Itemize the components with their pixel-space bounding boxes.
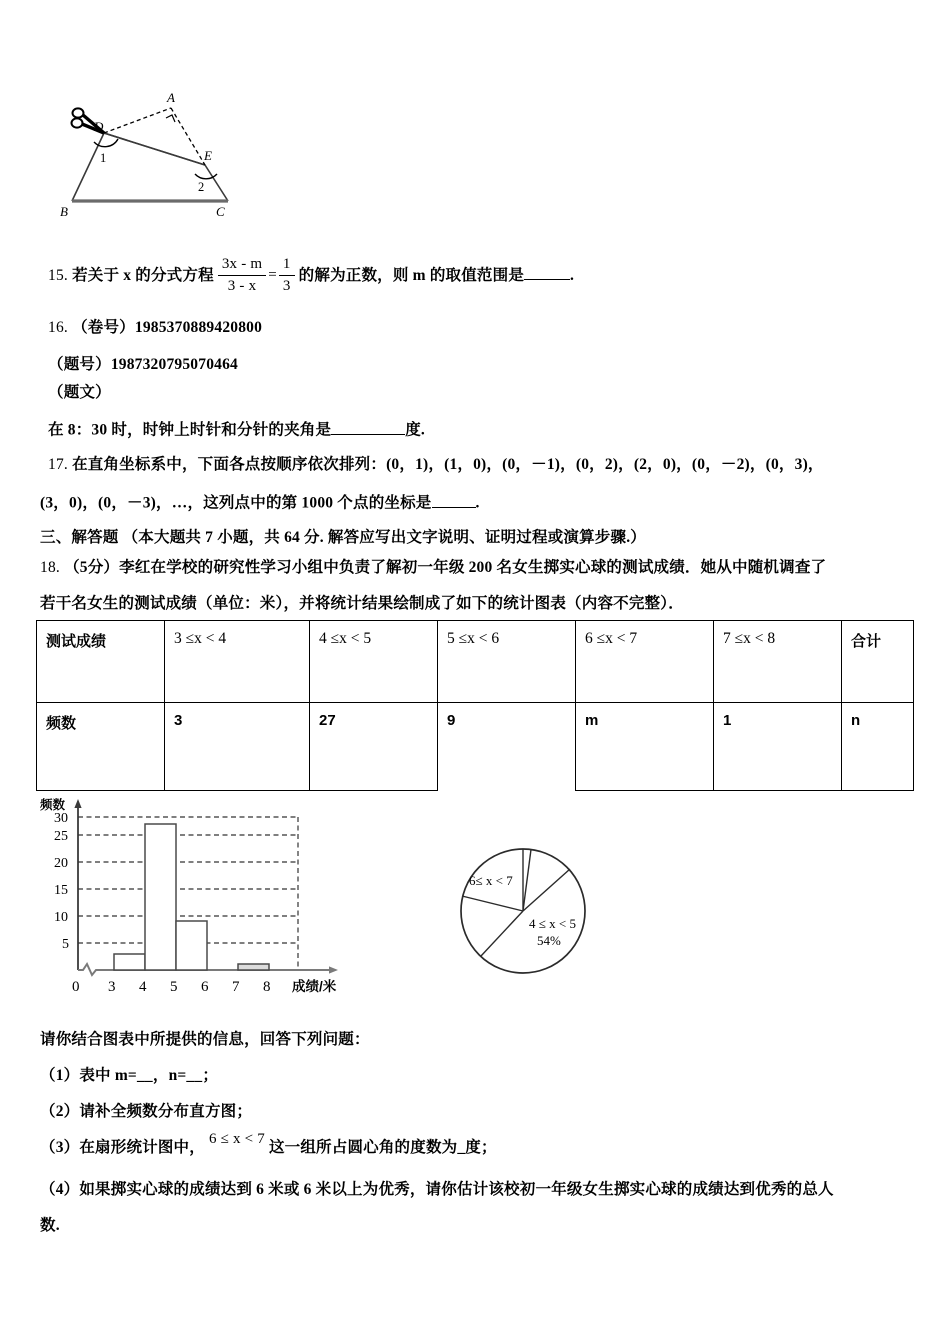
table-header-total: 合计 <box>842 621 914 703</box>
frequency-cell-5: 1 <box>714 703 842 791</box>
question-17-period: . <box>475 494 480 512</box>
question-17-line-1: 17. 在直角坐标系中，下面各点按顺序依次排列：(0，1)，(1，0)，(0，－1)，(0，2)，(2，0)，(0，－2)，(0，3)， <box>48 456 824 473</box>
histogram-svg <box>30 795 370 1000</box>
pie-label-4-5-percent: 54% <box>537 933 561 948</box>
answer-blank-15[interactable] <box>524 264 570 280</box>
x-tick-5: 5 <box>170 979 178 995</box>
question-18-line-2: 若干名女生的测试成绩（单位：米），并将统计结果绘制成了如下的统计图表（内容不完整）． <box>40 595 684 612</box>
table-row-header <box>37 621 914 703</box>
equals-sign: = <box>268 266 277 283</box>
section-3-title: 三、解答题 <box>40 529 119 546</box>
question-16-body <box>48 419 425 440</box>
frequency-histogram <box>30 795 370 1005</box>
answer-blank-16[interactable] <box>331 419 405 435</box>
fraction-right <box>279 255 295 296</box>
question-18-sub-3-formula: 6 ≤ x < 7 <box>208 1131 265 1147</box>
label-E: E <box>204 148 212 163</box>
question-17-number: 17 <box>48 456 64 473</box>
triangle-figure <box>58 88 248 220</box>
question-15-text-before: 若关于 x 的分式方程 <box>72 266 214 284</box>
frequency-cell-total: n <box>842 703 914 791</box>
label-D: D <box>94 119 104 134</box>
x-tick-8: 8 <box>263 979 271 995</box>
y-tick-10: 10 <box>54 910 68 925</box>
x-tick-3: 3 <box>108 979 116 995</box>
pie-label-4-5: 4 ≤ x < 5 <box>529 916 576 931</box>
question-18-sub-3-prefix: （3）在扇形统计图中， <box>40 1139 205 1156</box>
question-18-sub-2: （2）请补全频数分布直方图； <box>40 1103 253 1120</box>
table-header-label: 测试成绩 <box>37 621 165 703</box>
table-header-interval-5: 7 ≤x < 8 <box>714 621 842 703</box>
x-tick-0: 0 <box>72 979 80 995</box>
label-angle-2: 2 <box>198 180 205 194</box>
question-18-sub-4-line-2: 数. <box>40 1217 60 1234</box>
triangle-svg <box>58 88 248 220</box>
label-A: A <box>167 90 175 105</box>
frequency-table <box>36 620 914 791</box>
charts-area <box>30 795 650 1010</box>
question-18-sub-3-suffix: 这一组所占圆心角的度数为_度； <box>268 1139 497 1156</box>
frequency-cell-1: 3 <box>165 703 310 791</box>
fraction-right-denominator: 3 <box>282 277 291 294</box>
question-18-sub-4-line-1: （4）如果掷实心球的成绩达到 6 米或 6 米以上为优秀，请你估计该校初一年级女生掷实心球的成绩达到优秀的总人 <box>40 1181 834 1198</box>
question-17-text-line-1: 在直角坐标系中，下面各点按顺序依次排列：(0，1)，(1，0)，(0，－1)，(0，2)，(2，0)，(0，－2)，(0，3)， <box>72 456 824 473</box>
y-tick-30: 30 <box>54 811 68 826</box>
table-header-interval-4: 6 ≤x < 7 <box>576 621 714 703</box>
answer-blank-17[interactable] <box>432 492 476 508</box>
fraction-left-numerator: 3x - m <box>218 255 266 276</box>
question-18-sub-3 <box>40 1131 497 1158</box>
pie-label-6-7: 6≤ x < 7 <box>469 873 513 888</box>
y-tick-15: 15 <box>54 883 68 898</box>
question-16-unit: 度. <box>405 421 425 439</box>
frequency-cell-2: 27 <box>310 703 438 791</box>
question-16-paper-no: 16. （卷号）1985370889420800 <box>48 319 263 336</box>
table-row-frequency <box>37 703 914 791</box>
fraction-right-numerator: 1 <box>279 255 295 276</box>
item-no-label: （题号） <box>48 356 111 373</box>
question-16-number: 16 <box>48 319 64 336</box>
x-tick-7: 7 <box>232 979 240 995</box>
table-header-interval-3: 5 ≤x < 6 <box>438 621 576 703</box>
question-18-line-1: 18. （5分）李红在学校的研究性学习小组中负责了解初一年级 200 名女生掷实心球的测试成绩．她从中随机调查了 <box>40 559 827 576</box>
question-15-equation <box>218 255 295 296</box>
question-18-score: （5分） <box>64 559 120 576</box>
label-B: B <box>60 204 68 219</box>
question-15-period: . <box>570 266 575 284</box>
label-C: C <box>216 204 225 219</box>
x-tick-6: 6 <box>201 979 209 995</box>
question-18-prompt: 请你结合图表中所提供的信息，回答下列问题： <box>40 1031 370 1048</box>
frequency-cell-3: 9 <box>438 703 576 791</box>
table-header-interval-2: 4 ≤x < 5 <box>310 621 438 703</box>
question-18-sub-1: （1）表中 m=__，n=__； <box>40 1067 219 1084</box>
question-15-text-after: 的解为正数，则 m 的取值范围是 <box>298 266 525 284</box>
question-18-text-line-1: 李红在学校的研究性学习小组中负责了解初一年级 200 名女生掷实心球的测试成绩．她从中随机调查了 <box>119 559 827 576</box>
y-tick-5: 5 <box>62 937 69 952</box>
x-tick-4: 4 <box>139 979 147 995</box>
table-row-label-frequency: 频数 <box>37 703 165 791</box>
paper-no-value: 1985370889420800 <box>134 319 263 336</box>
label-angle-1: 1 <box>100 151 107 165</box>
question-18-number: 18 <box>40 559 56 576</box>
frequency-cell-4: m <box>576 703 714 791</box>
fraction-left <box>218 255 266 296</box>
y-tick-20: 20 <box>54 856 68 871</box>
fraction-left-denominator: 3 - x <box>227 277 257 294</box>
question-15: 15. 若关于 x 的分式方程 $\frac{3x - m}{3 - x}$ = $\frac{1}{3}$ 的解为正数，则 m 的取值范围是 . <box>48 256 575 294</box>
question-15-number: 15 <box>48 266 64 284</box>
y-tick-25: 25 <box>54 829 68 844</box>
paper-no-label: （卷号） <box>72 319 135 336</box>
section-3-header <box>40 528 646 547</box>
table-header-interval-1: 3 ≤x < 4 <box>165 621 310 703</box>
pie-chart-svg <box>445 833 620 993</box>
question-17-text-line-2: (3，0)，(0，－3)，…，这列点中的第 1000 个点的坐标是 <box>40 494 432 512</box>
section-3-instruction: （本大题共 7 小题，共 64 分. 解答应写出文字说明、证明过程或演算步骤.） <box>122 529 646 546</box>
question-16-item-text-label: （题文） <box>48 384 111 401</box>
pie-chart <box>445 833 620 998</box>
question-16-item-no <box>48 355 238 374</box>
question-17-line-2 <box>40 492 480 513</box>
item-no-value: 1987320795070464 <box>110 356 239 373</box>
question-16-text: 在 8：30 时，时钟上时针和分针的夹角是 <box>48 421 332 439</box>
x-axis-label: 成绩/米 <box>292 979 337 994</box>
y-axis-label: 频数 <box>40 798 66 812</box>
